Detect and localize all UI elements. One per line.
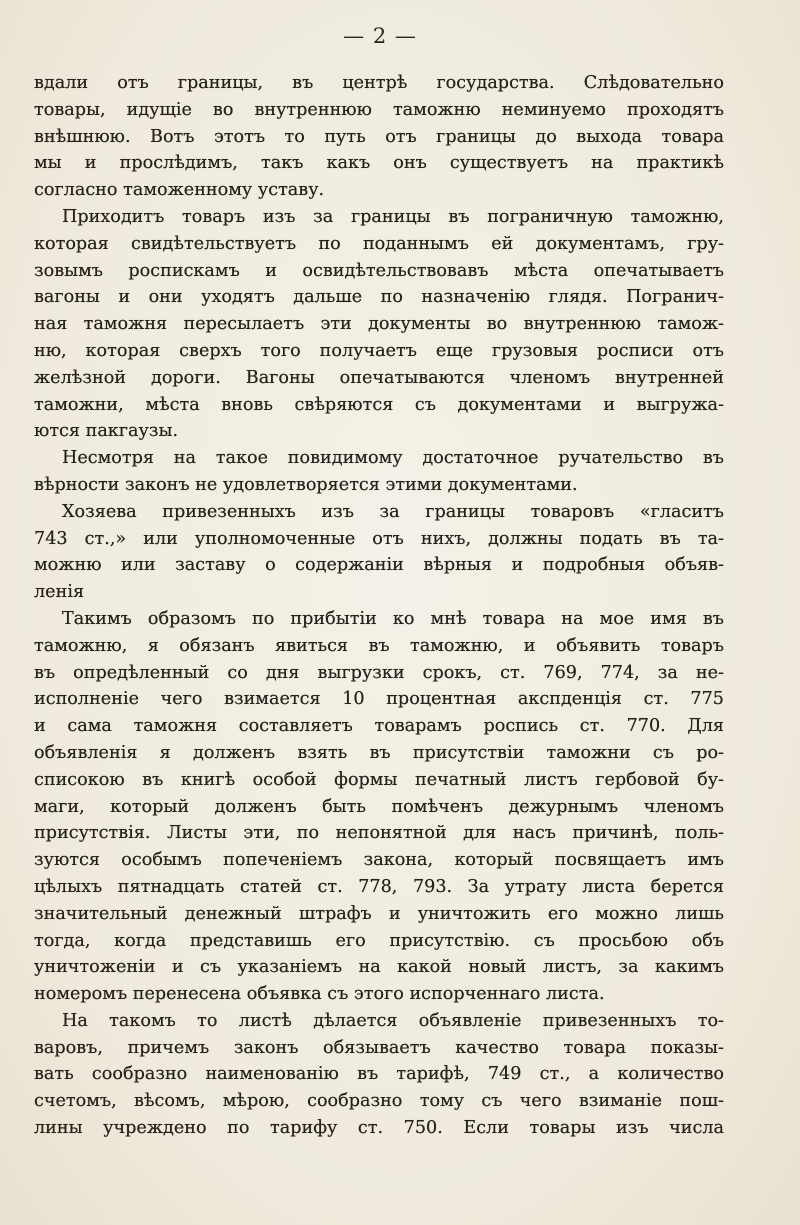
text-line: зовымъ роспискамъ и освидѣтельствовавъ мѣста опечатываетъ — [34, 260, 724, 281]
text-line: согласно таможенному уставу. — [34, 180, 325, 201]
text-line: присутствія. Листы эти, по непонятной для насъ причинѣ, поль- — [34, 823, 724, 844]
text-line: мы и прослѣдимъ, такъ какъ онъ существуетъ на практикѣ — [34, 153, 724, 174]
text-line: ются пакгаузы. — [34, 421, 179, 442]
text-line: лины учреждено по тарифу ст. 750. Если товары изъ числа — [34, 1118, 724, 1139]
paragraph — [34, 204, 724, 445]
paragraph — [34, 445, 724, 499]
text-line: внѣшнюю. Вотъ этотъ то путь отъ границы до выхода товара — [34, 126, 724, 147]
paragraph — [34, 1008, 724, 1142]
text-line: въ опредѣленный со дня выгрузки срокъ, ст. 769, 774, за не- — [34, 662, 724, 683]
text-line: можню или заставу о содержаніи вѣрныя и подробныя объяв- — [34, 555, 724, 576]
paragraph — [34, 70, 724, 204]
text-line: маги, который долженъ быть помѣченъ дежурнымъ членомъ — [34, 796, 724, 817]
text-line: Хозяева привезенныхъ изъ за границы товаровъ «гласитъ — [62, 501, 724, 522]
text-line: ленія — [34, 582, 85, 603]
text-line: и сама таможня составляетъ товарамъ роспись ст. 770. Для — [34, 716, 724, 737]
text-line: Несмотря на такое повидимому достаточное ручательство въ — [62, 448, 724, 469]
text-line: значительный денежный штрафъ и уничтожить его можно лишь — [34, 903, 724, 924]
text-line: которая свидѣтельствуетъ по поданнымъ ей документамъ, гру- — [34, 233, 724, 254]
text-line: уничтоженіи и съ указаніемъ на какой новый листъ, за какимъ — [34, 957, 724, 978]
text-line: тогда, когда представишь его присутствію. съ просьбою объ — [34, 930, 724, 951]
text-line: зуются особымъ попеченіемъ закона, который посвящаетъ имъ — [34, 850, 724, 871]
text-line: вать сообразно наименованію въ тарифѣ, 749 ст., а количество — [34, 1064, 724, 1085]
text-line: товары, идущіе во внутреннюю таможню неминуемо проходятъ — [34, 99, 724, 120]
text-line: варовъ, причемъ законъ обязываетъ качество товара показы- — [34, 1037, 724, 1058]
text-line: вѣрности законъ не удовлетворяется этими документами. — [34, 474, 578, 495]
paragraph — [34, 606, 724, 1008]
text-line: вдали отъ границы, въ центрѣ государства. Слѣдовательно — [34, 73, 724, 93]
text-line: ная таможня пересылаетъ эти документы во внутреннюю тамож- — [34, 314, 724, 335]
text-line: желѣзной дороги. Вагоны опечатываются членомъ внутренней — [34, 367, 724, 388]
paragraph — [34, 499, 724, 606]
text-line: таможню, я обязанъ явиться въ таможню, и объявить товаръ — [34, 635, 724, 656]
text-line: списокою въ книгѣ особой формы печатный листъ гербовой бу- — [34, 769, 724, 790]
text-line: таможни, мѣста вновь свѣряются съ документами и выгружа- — [34, 394, 724, 415]
text-line: Приходитъ товаръ изъ за границы въ пограничную таможню, — [62, 206, 724, 227]
text-line: номеромъ перенесена объявка съ этого испорченнаго листа. — [34, 984, 605, 1005]
text-line: объявленія я долженъ взять въ присутствіи таможни съ ро- — [34, 742, 724, 763]
text-line: вагоны и они уходятъ дальше по назначенію глядя. Погранич- — [34, 287, 724, 308]
text-line: Такимъ образомъ по прибытіи ко мнѣ товара на мое имя въ — [62, 608, 724, 629]
text-line: исполненіе чего взимается 10 процентная акспденція ст. 775 — [34, 689, 724, 710]
text-line: счетомъ, вѣсомъ, мѣрою, сообразно тому съ чего взиманіе пош- — [34, 1091, 724, 1112]
text-line: На такомъ то листѣ дѣлается объявленіе привезенныхъ то- — [62, 1010, 724, 1031]
page-number: — 2 — — [343, 24, 417, 48]
text-line: 743 ст.,» или уполномоченные отъ нихъ, должны подать въ та- — [34, 528, 724, 549]
body-text — [34, 70, 724, 1142]
text-line: ню, которая сверхъ того получаетъ еще грузовыя росписи отъ — [34, 340, 724, 361]
text-line: цѣлыхъ пятнадцать статей ст. 778, 793. За утрату листа берется — [34, 876, 724, 897]
